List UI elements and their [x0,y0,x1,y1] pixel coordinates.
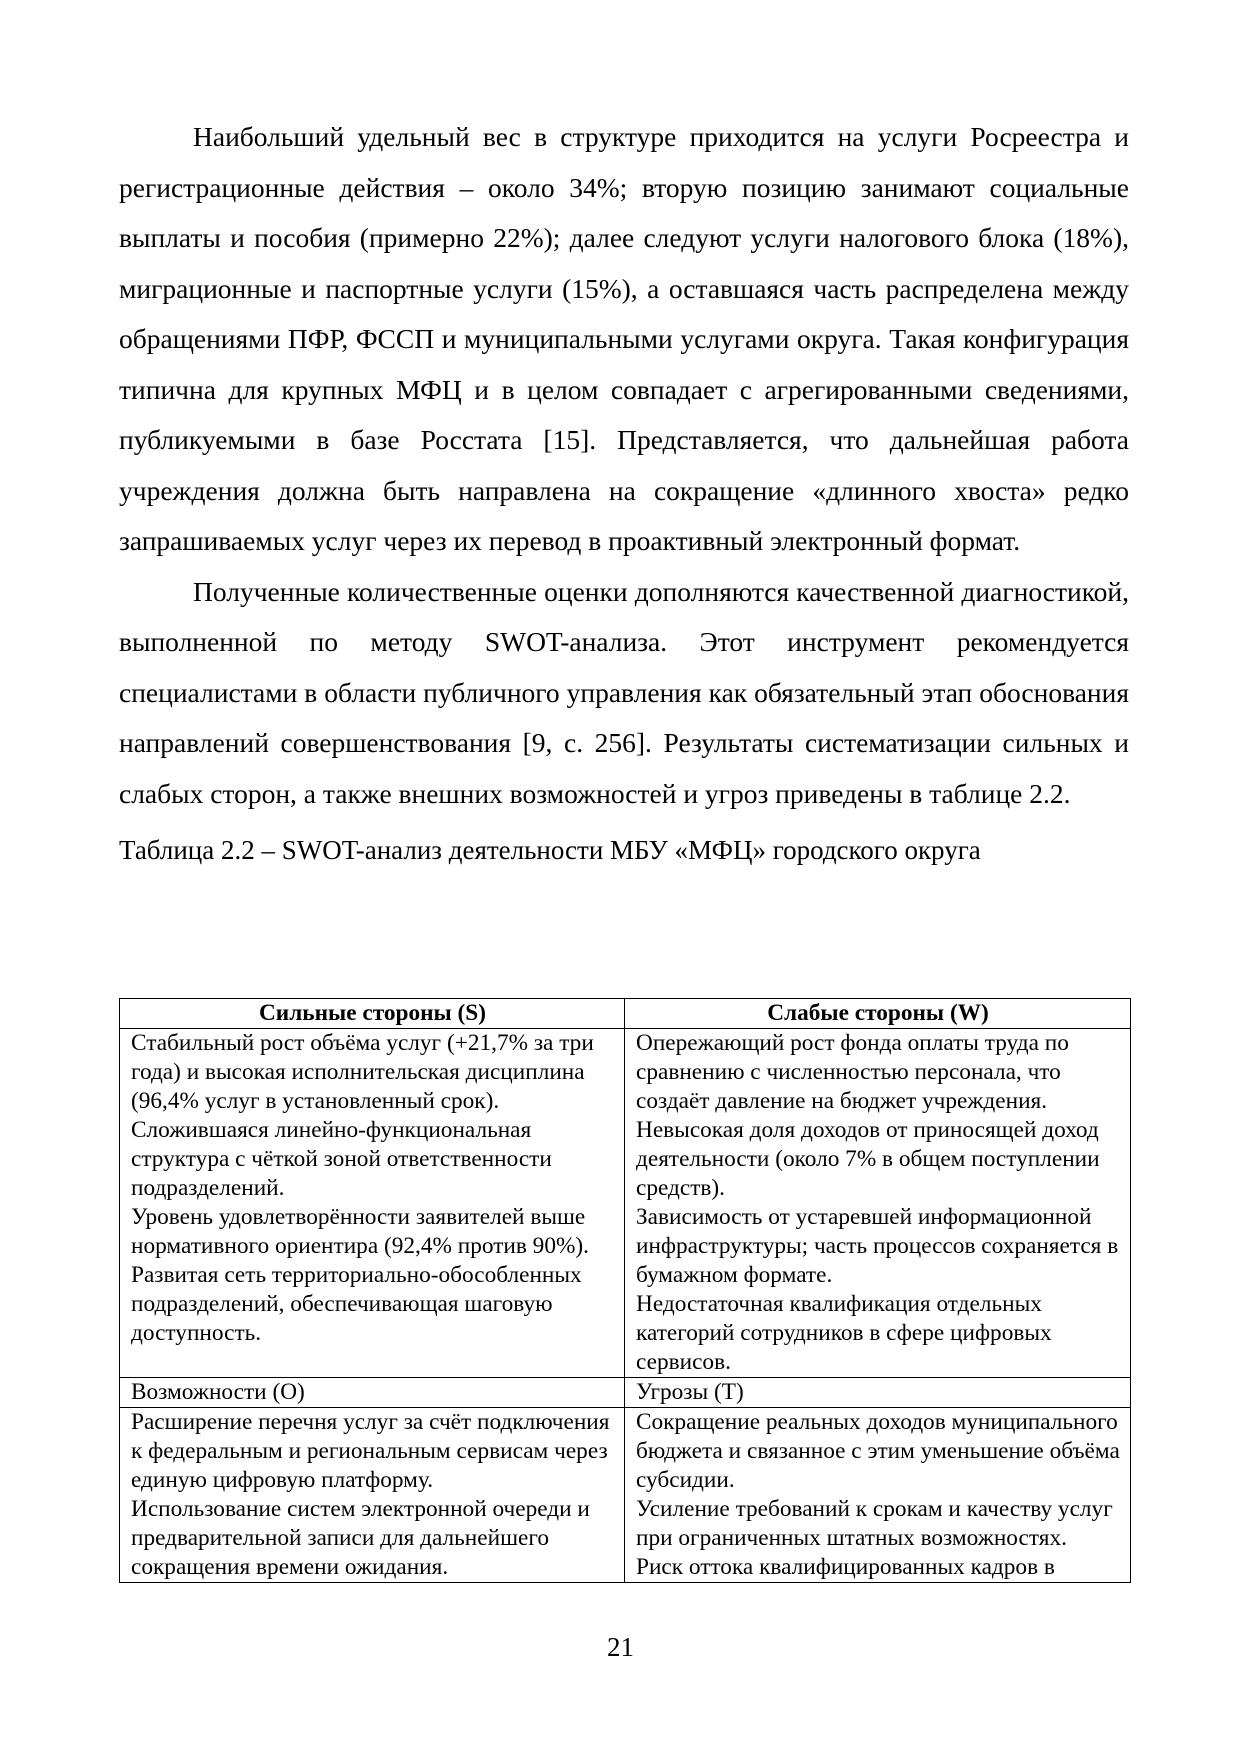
weakness-item: Зависимость от устаревшей информационной инфраструктуры; часть процессов сохраняется в бумажном формате. [636,1204,1119,1288]
table-caption: Таблица 2.2 – SWOT-анализ деятельности МБУ «МФЦ» городского округа [119,835,981,865]
opportunity-item: Расширение перечня услуг за счёт подключения к федеральным и региональным сервисам через единую цифровую платформу. [131,1409,610,1493]
threats-header: Угрозы (T) [625,1378,1131,1408]
strengths-cell [120,1029,625,1378]
threat-item: Сокращение реальных доходов муниципального бюджета и связанное с этим уменьшение объёма субсидии. [636,1409,1120,1493]
opportunities-cell [120,1408,625,1583]
document-page [119,112,1129,869]
strength-item: Уровень удовлетворённости заявителей выше нормативного ориентира (92,4% против 90%). [131,1204,589,1259]
table-row [120,1408,1131,1583]
body-paragraph-2: Полученные количественные оценки дополняются качественной диагностикой, выполненной по методу SWOT-анализа. Этот инструмент рекомендуется специалистами в области публичного управления как обязательный этап обоснования направлений совершенствования [9, с. 256]. Результаты систематизации сильных и слабых сторон, а также внешних возможностей и угроз приведены в таблице 2.2. [119,575,1129,809]
swot-table [119,998,1131,1583]
weakness-item: Недостаточная квалификация отдельных категорий сотрудников в сфере цифровых сервисов. [636,1291,1052,1375]
strength-item: Развитая сеть территориально-обособленных подразделений, обеспечивающая шаговую доступность. [131,1262,582,1346]
strength-item: Сложившаяся линейно-функциональная структура с чёткой зоной ответственности подразделений. [131,1117,552,1201]
table-row [120,1378,1131,1408]
threats-cell [625,1408,1131,1583]
page-number: 21 [607,1632,634,1662]
table-row [120,1029,1131,1378]
strength-item: Стабильный рост объёма услуг (+21,7% за три года) и высокая исполнительская дисциплина (96,4% услуг в установленный срок). [131,1030,594,1114]
opportunity-item: Использование систем электронной очереди и предварительной записи для дальнейшего сокращения времени ожидания. [131,1496,590,1580]
weakness-item: Невысокая доля доходов от приносящей доход деятельности (около 7% в общем поступлении средств). [636,1117,1100,1201]
body-paragraph-1: Наибольший удельный вес в структуре приходится на услуги Росреестра и регистрационные действия – около 34%; вторую позицию занимают социальные выплаты и пособия (примерно 22%); далее следуют услуги налогового блока (18%), миграционные и паспортные услуги (15%), а оставшаяся часть распределена между обращениями ПФР, ФССП и муниципальными услугами округа. Такая конфигурация типична для крупных МФЦ и в целом совпадает с агрегированными сведениями, публикуемыми в базе Росстата [15]. Представляется, что дальнейшая работа учреждения должна быть направлена на сокращение «длинного хвоста» редко запрашиваемых услуг через их перевод в проактивный электронный формат. [119,121,1129,556]
threat-item: Риск оттока квалифицированных кадров в [636,1554,1055,1580]
weakness-item: Опережающий рост фонда оплаты труда по сравнению с численностью персонала, что создаёт давление на бюджет учреждения. [636,1030,1069,1114]
threat-item: Усиление требований к срокам и качеству услуг при ограниченных штатных возможностях. [636,1496,1113,1551]
opportunities-header: Возможности (O) [120,1378,625,1408]
weaknesses-cell [625,1029,1131,1378]
weaknesses-header: Слабые стороны (W) [625,999,1131,1029]
table-row [120,999,1131,1029]
strengths-header: Сильные стороны (S) [120,999,625,1029]
